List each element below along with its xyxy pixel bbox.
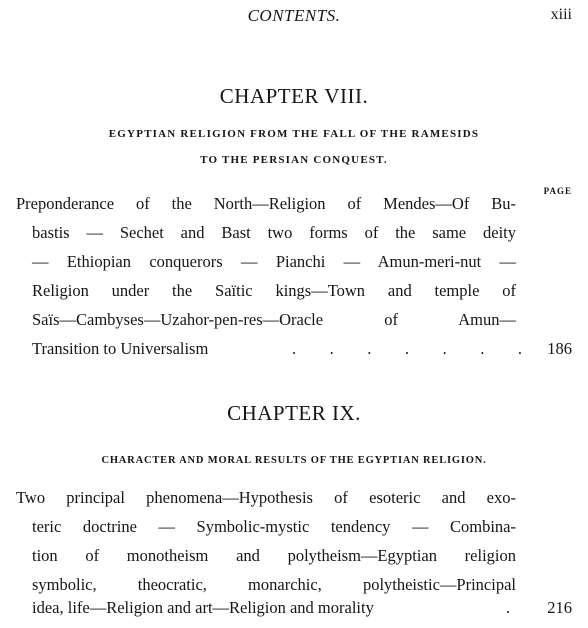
- entry-page-number: 216: [547, 598, 572, 617]
- running-title: CONTENTS.: [247, 6, 341, 25]
- chapter-subtitle: EGYPTIAN RELIGION FROM THE FALL OF THE RAMESIDS: [108, 128, 480, 140]
- chapter-heading: CHAPTER IX.: [227, 401, 361, 425]
- chapter-heading: CHAPTER VIII.: [219, 84, 369, 108]
- contents-entry-line: bastis — Sechet and Bast two forms of the same deity: [32, 223, 516, 242]
- contents-entry-line: Transition to Universalism: [32, 339, 209, 358]
- page-column-label: PAGE: [543, 186, 572, 196]
- contents-entry-line: — Ethiopian conquerors — Pianchi — Amun-meri-nut —: [32, 252, 516, 271]
- contents-entry-line: symbolic, theocratic, monarchic, polytheistic—Principal: [32, 575, 516, 594]
- chapter-subtitle: CHARACTER AND MORAL RESULTS OF THE EGYPTIAN RELIGION.: [101, 455, 487, 466]
- contents-entry-line: Preponderance of the North—Religion of Mendes—Of Bu-: [16, 194, 516, 213]
- entry-page-number: 186: [547, 339, 572, 358]
- page-number: xiii: [550, 6, 572, 23]
- contents-entry-line: idea, life—Religion and art—Religion and morality: [32, 598, 374, 617]
- leader-dots: . . . . . . .: [292, 339, 522, 358]
- contents-entry-line: teric doctrine — Symbolic-mystic tendency — Combina-: [32, 517, 516, 536]
- contents-entry-line: tion of monotheism and polytheism—Egyptian religion: [32, 546, 516, 565]
- chapter-subtitle: TO THE PERSIAN CONQUEST.: [200, 154, 388, 166]
- contents-entry-line: Two principal phenomena—Hypothesis of esoteric and exo-: [16, 488, 516, 507]
- leader-dots: .: [506, 598, 511, 617]
- contents-entry-line: Saïs—Cambyses—Uzahor-pen-res—Oracle of Amun—: [32, 310, 516, 329]
- contents-entry-line: Religion under the Saïtic kings—Town and temple of: [32, 281, 516, 300]
